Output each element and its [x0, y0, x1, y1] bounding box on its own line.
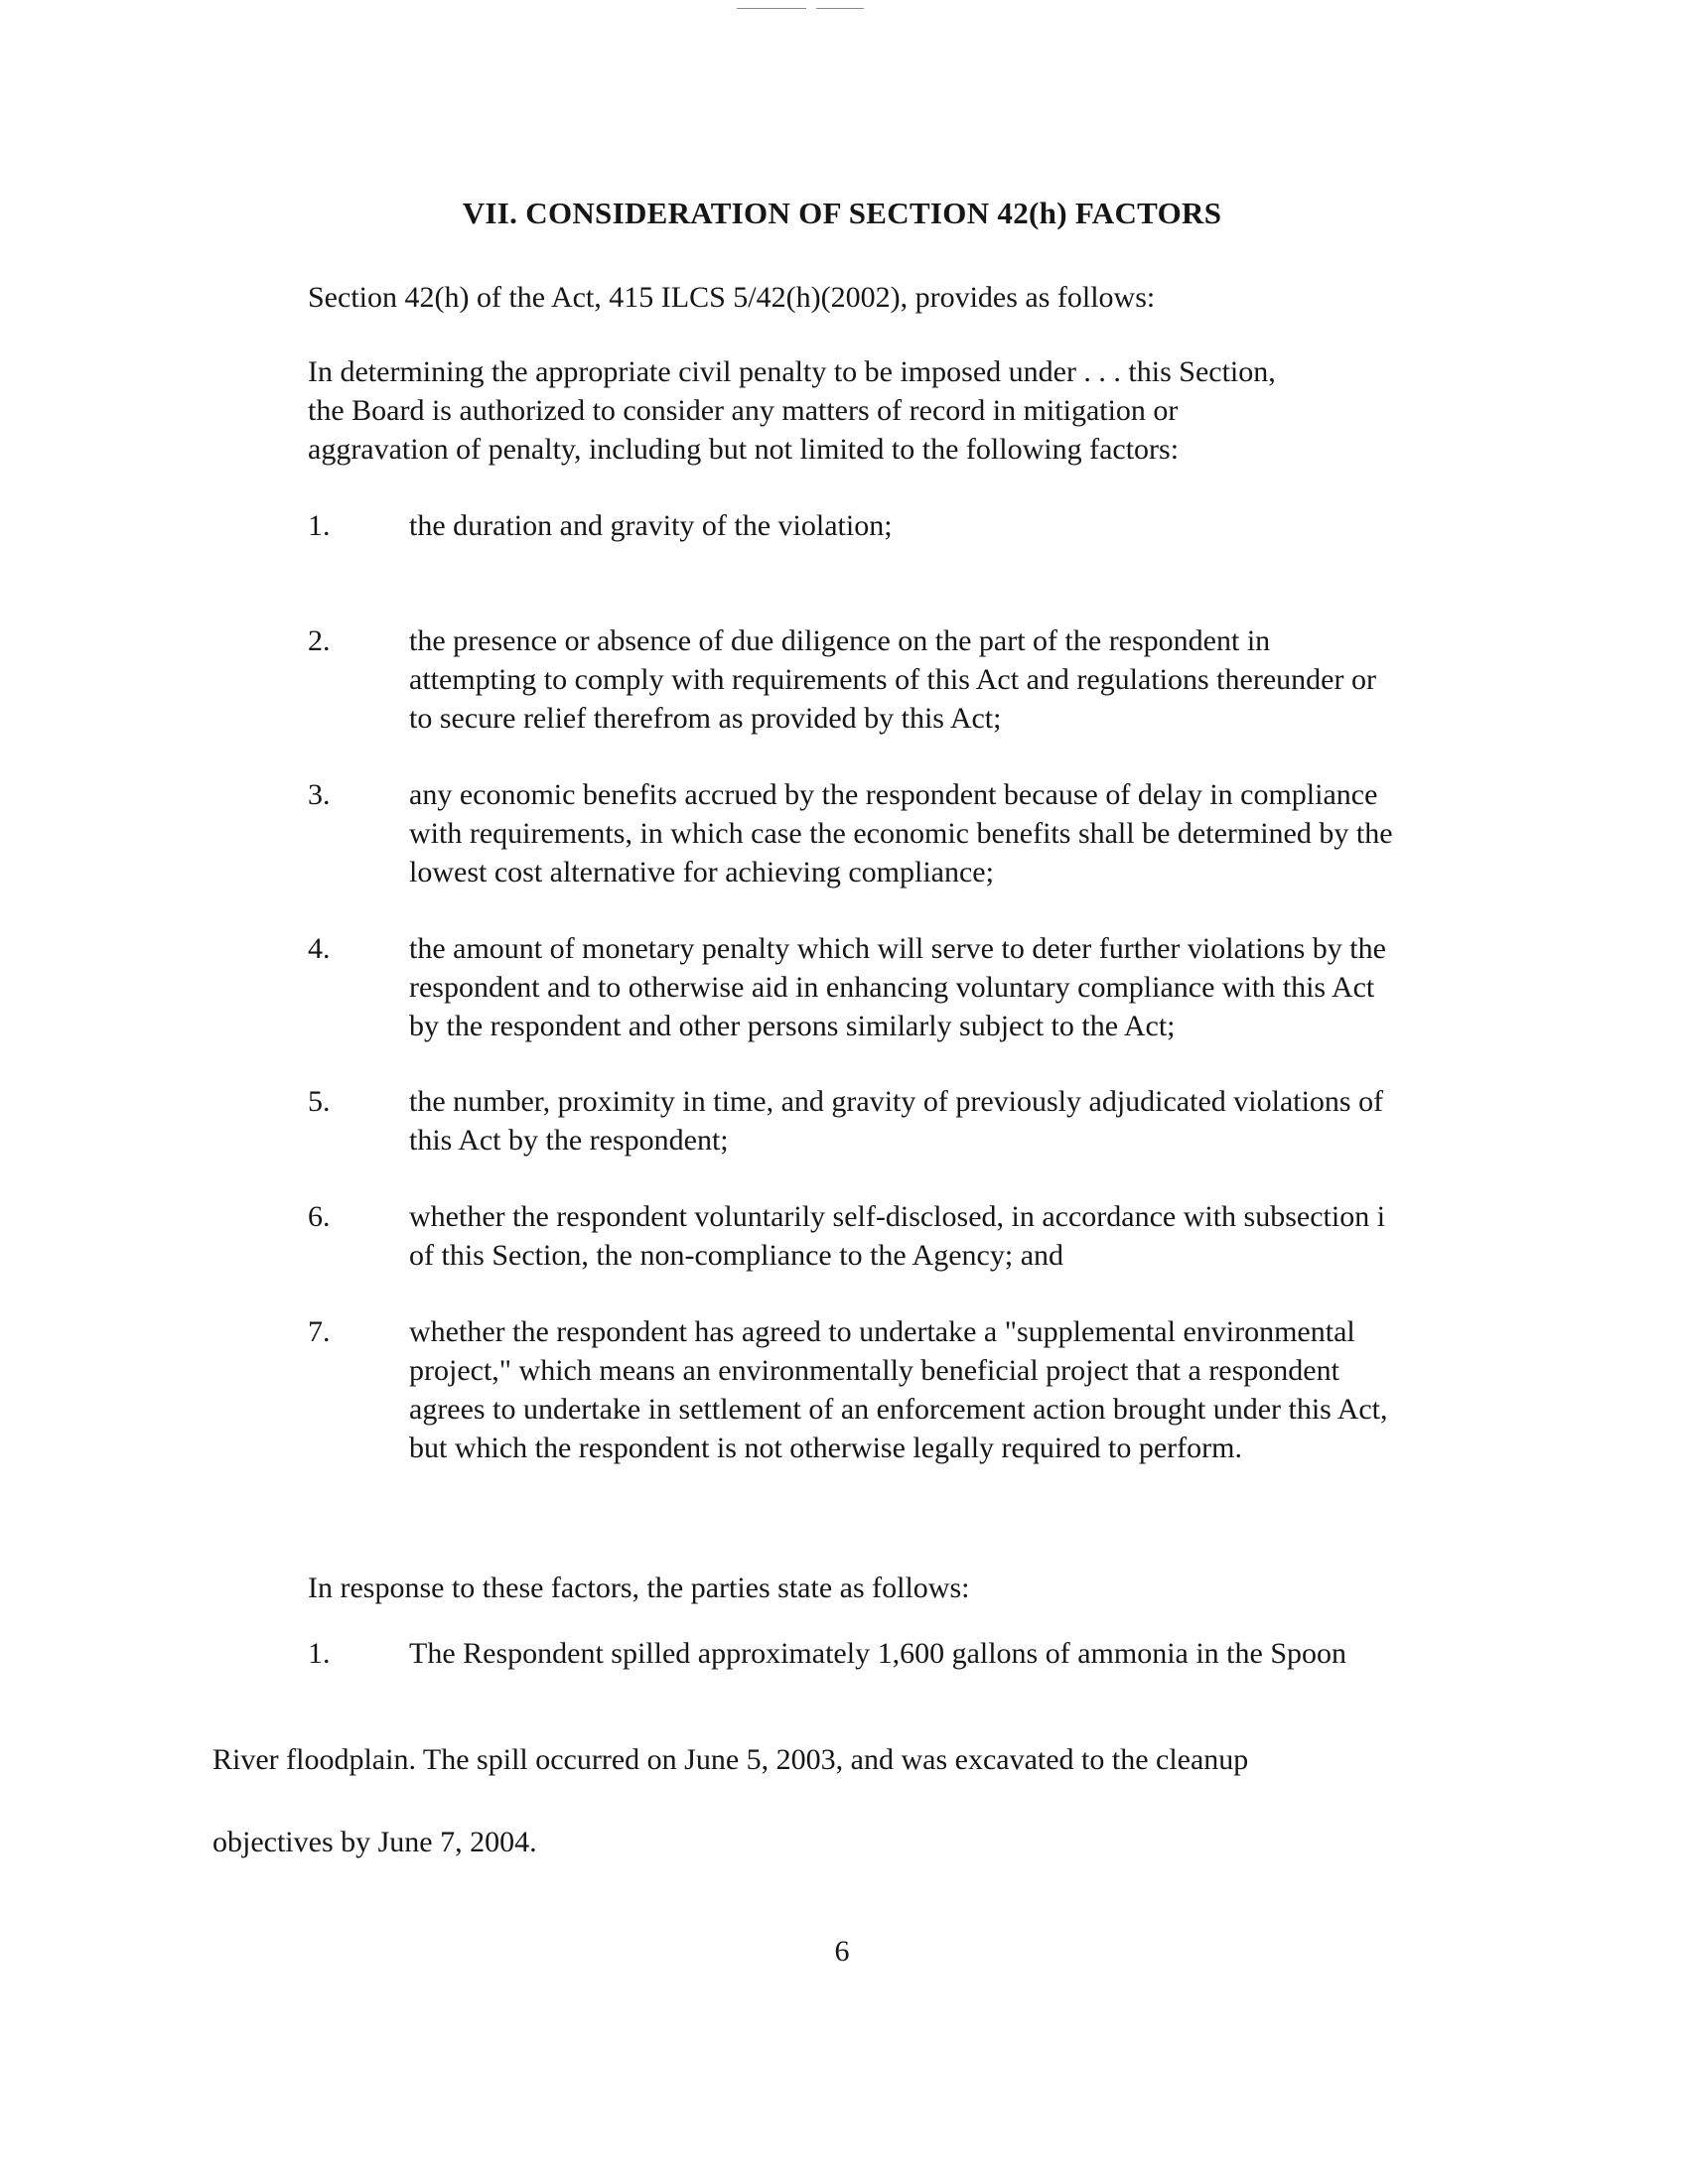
factor-text [409, 775, 1393, 891]
factor-text [409, 506, 893, 545]
intro-paragraph: Section 42(h) of the Act, 415 ILCS 5/42(h)(2002), provides as follows: [308, 281, 1156, 314]
factor-line: the duration and gravity of the violation; [409, 509, 893, 542]
factor-line: attempting to comply with requirements of this Act and regulations thereunder or [409, 663, 1376, 696]
factor-number: 4. [308, 932, 331, 965]
factor-line: agrees to undertake in settlement of an enforcement action brought under this Act, [409, 1393, 1388, 1426]
factor-line: with requirements, in which case the economic benefits shall be determined by the [409, 817, 1393, 850]
factor-text [409, 621, 1376, 738]
factor-line: whether the respondent has agreed to undertake a "supplemental environmental [409, 1315, 1355, 1348]
factor-number: 5. [308, 1085, 331, 1118]
factor-number: 1. [308, 509, 331, 542]
factor-line: the amount of monetary penalty which will serve to deter further violations by the [409, 932, 1386, 965]
quoted-statute [308, 352, 1276, 469]
factor-line: of this Section, the non-compliance to the Agency; and [409, 1239, 1064, 1272]
factor-line: to secure relief therefrom as provided by this Act; [409, 702, 1002, 735]
factor-text [409, 929, 1386, 1045]
factor-line: any economic benefits accrued by the respondent because of delay in compliance [409, 778, 1378, 811]
factor-line: but which the respondent is not otherwise legally required to perform. [409, 1432, 1242, 1464]
scan-artifact [737, 8, 806, 9]
section-heading: VII. CONSIDERATION OF SECTION 42(h) FACTORS [462, 196, 1222, 230]
factor-text [409, 1082, 1383, 1160]
factor-number: 3. [308, 778, 331, 811]
factor-line: by the respondent and other persons similarly subject to the Act; [409, 1010, 1176, 1042]
quote-line: the Board is authorized to consider any matters of record in mitigation or [308, 394, 1179, 427]
factor-line: respondent and to otherwise aid in enhancing voluntary compliance with this Act [409, 971, 1375, 1004]
factor-line: the presence or absence of due diligence on the part of the respondent in [409, 624, 1271, 657]
factor-line: whether the respondent voluntarily self-disclosed, in accordance with subsection i [409, 1200, 1386, 1233]
factor-number: 7. [308, 1315, 331, 1348]
factor-line: project," which means an environmentally beneficial project that a respondent [409, 1354, 1339, 1387]
response-continuation [212, 1718, 1248, 1883]
page-number: 6 [834, 1935, 850, 1968]
response-line: River floodplain. The spill occurred on June 5, 2003, and was excavated to the cleanup [212, 1743, 1249, 1776]
scan-artifact [816, 8, 864, 9]
factor-line: the number, proximity in time, and gravity of previously adjudicated violations of [409, 1085, 1384, 1118]
factor-line: lowest cost alternative for achieving compliance; [409, 856, 994, 888]
factor-number: 2. [308, 624, 331, 657]
factor-number: 6. [308, 1200, 331, 1233]
factor-text [409, 1312, 1388, 1467]
response-first-line: The Respondent spilled approximately 1,600 gallons of ammonia in the Spoon [409, 1637, 1347, 1670]
quote-line: In determining the appropriate civil penalty to be imposed under . . . this Section, [308, 355, 1276, 388]
response-number: 1. [308, 1637, 331, 1670]
quote-line: aggravation of penalty, including but not limited to the following factors: [308, 433, 1180, 466]
response-intro: In response to these factors, the parties state as follows: [308, 1571, 970, 1604]
factor-text [409, 1197, 1385, 1275]
factor-line: this Act by the respondent; [409, 1124, 729, 1157]
response-line: objectives by June 7, 2004. [212, 1826, 537, 1858]
